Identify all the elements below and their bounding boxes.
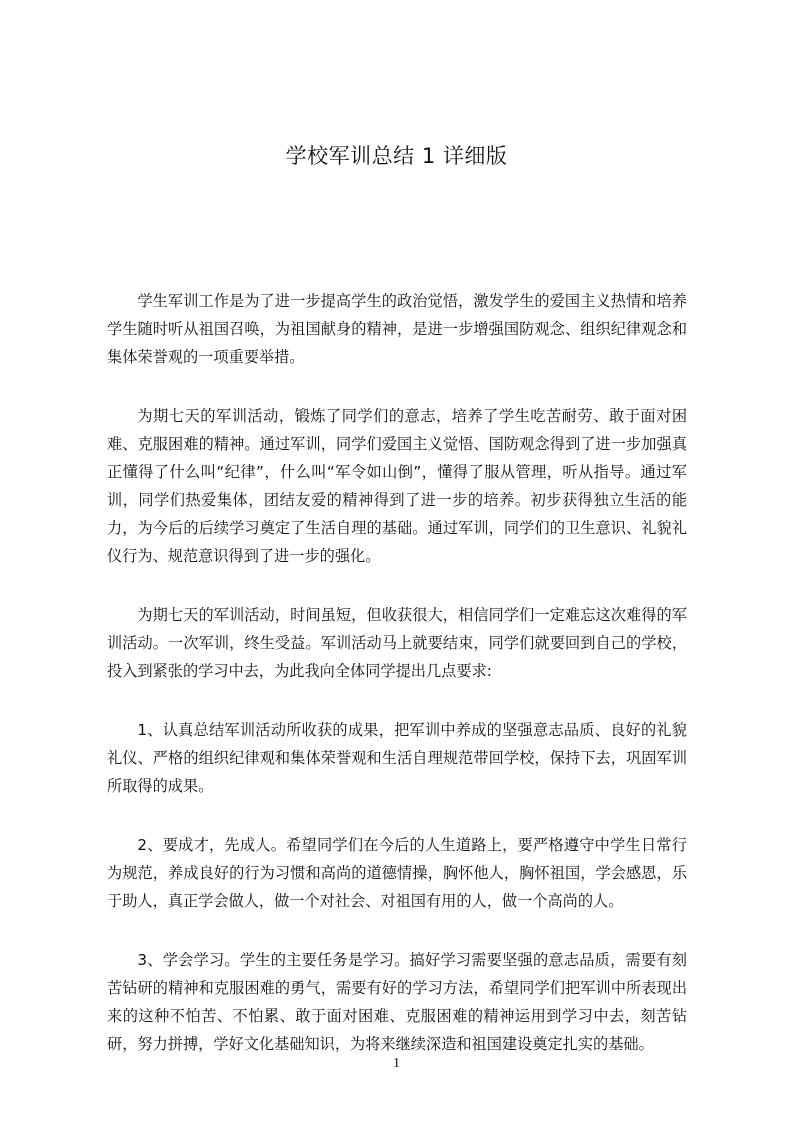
paragraph-intro: 学生军训工作是为了进一步提高学生的政治觉悟，激发学生的爱国主义热情和培养学生随时听从祖国召唤，为祖国献身的精神，是进一步增强国防观念、组织纪律观念和集体荣誉观的一项重要举措。 <box>107 292 687 366</box>
paragraph-requirements-intro: 为期七天的军训活动，时间虽短，但收获很大，相信同学们一定难忘这次难得的军训活动。一次军训，终生受益。军训活动马上就要结束，同学们就要回到自己的学校，投入到紧张的学习中去，为此我向全体同学提出几点要求: <box>107 606 687 680</box>
page-number: 1 <box>393 1056 400 1071</box>
document-title: 学校军训总结 1 详细版 <box>285 144 508 168</box>
paragraph-requirement-3: 3、学会学习。学生的主要任务是学习。搞好学习需要坚强的意志品质，需要有刻苦钻研的精神和克服困难的勇气，需要有好的学习方法，希望同学们把军训中所表现出来的这种不怕苦、不怕累、敢于面对困难、克服困难的精神运用到学习中去，刻苦钻研，努力拼搏，学好文化基础知识，为将来继续深造和祖国建设奠定扎实的基础。 <box>107 951 687 1053</box>
document-body <box>107 287 687 1089</box>
paragraph-training-benefits: 为期七天的军训活动，锻炼了同学们的意志，培养了学生吃苦耐劳、敢于面对困难、克服困难的精神。通过军训，同学们爱国主义觉悟、国防观念得到了进一步加强真正懂得了什么叫“纪律”，什么叫“军令如山倒”，懂得了服从管理，听从指导。通过军训，同学们热爱集体，团结友爱的精神得到了进一步的培养。初步获得独立生活的能力，为今后的后续学习奠定了生活自理的基础。通过军训，同学们的卫生意识、礼貌礼仪行为、规范意识得到了进一步的强化。 <box>107 407 687 565</box>
paragraph-requirement-2: 2、要成才，先成人。希望同学们在今后的人生道路上，要严格遵守中学生日常行为规范，养成良好的行为习惯和高尚的道德情操，胸怀他人，胸怀祖国，学会感恩，乐于助人，真正学会做人，做一个对社会、对祖国有用的人，做一个高尚的人。 <box>107 836 687 910</box>
paragraph-requirement-1: 1、认真总结军训活动所收获的成果，把军训中养成的坚强意志品质、良好的礼貌礼仪、严格的组织纪律观和集体荣誉观和生活自理规范带回学校，保持下去，巩固军训所取得的成果。 <box>107 721 687 795</box>
